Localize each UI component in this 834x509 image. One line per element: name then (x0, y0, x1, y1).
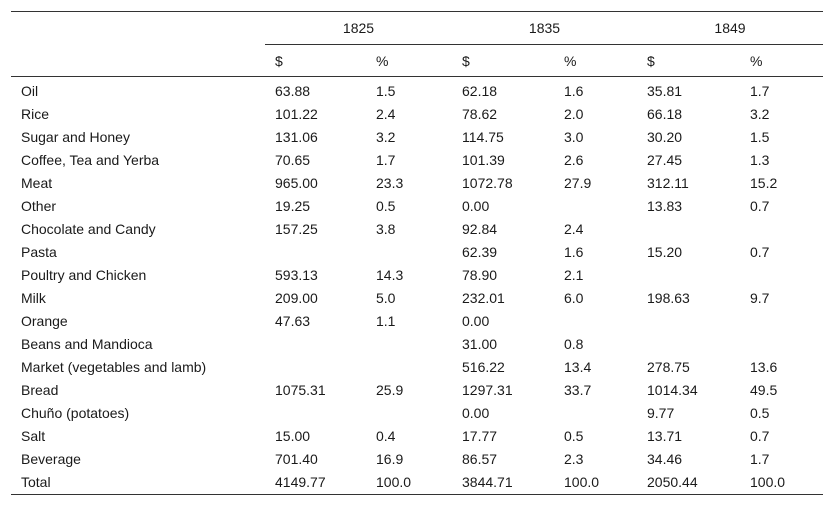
row-label: Meat (21, 174, 53, 191)
table-row (11, 378, 823, 401)
unit-header-row (11, 45, 823, 77)
corner-cell-unit (11, 45, 265, 77)
table-cell: 0.5 (750, 404, 770, 421)
corner-cell (11, 12, 265, 45)
table-cell: 100.0 (366, 470, 452, 495)
table-cell (265, 240, 366, 263)
table-cell: 0.7 (750, 427, 770, 444)
table-cell: 0.00 (462, 312, 490, 329)
table-cell: 100.0 (554, 470, 637, 495)
table-row (11, 148, 823, 171)
table-cell: 0.5 (564, 427, 584, 444)
table-cell: 3.2 (376, 128, 396, 145)
table-cell: 47.63 (275, 312, 311, 329)
row-label: Coffee, Tea and Yerba (21, 151, 160, 168)
unit-header: $ (452, 45, 554, 77)
table-cell: 4149.77 (265, 470, 366, 495)
table-cell (366, 401, 452, 424)
table-row (11, 217, 823, 240)
table-row (11, 263, 823, 286)
table-cell: 17.77 (462, 427, 498, 444)
row-label: Rice (21, 105, 50, 122)
row-label: Bread (21, 381, 59, 398)
row-label: Pasta (21, 243, 57, 260)
unit-header: % (366, 45, 452, 77)
table-cell: 1072.78 (462, 174, 513, 191)
table-cell: 593.13 (275, 266, 318, 283)
table-cell: 101.39 (462, 151, 505, 168)
table-cell (554, 309, 637, 332)
table-container (11, 11, 823, 495)
row-label: Orange (21, 312, 68, 329)
table-cell (637, 217, 740, 240)
table-cell: 209.00 (275, 289, 318, 306)
table-cell (265, 355, 366, 378)
table-cell (554, 401, 637, 424)
table-cell: 1.5 (750, 128, 770, 145)
table-cell (366, 332, 452, 355)
table-cell: 0.00 (462, 197, 490, 214)
table-row (11, 470, 823, 495)
table-cell: 62.39 (462, 243, 498, 260)
table-cell: 157.25 (275, 220, 318, 237)
table-cell (366, 355, 452, 378)
row-label: Market (vegetables and lamb) (21, 358, 207, 375)
table-row (11, 401, 823, 424)
table-cell: 100.0 (740, 470, 823, 495)
table-row (11, 332, 823, 355)
table-body (11, 77, 823, 495)
table-cell: 14.3 (376, 266, 404, 283)
table-cell: 30.20 (647, 128, 683, 145)
table-cell: 2050.44 (637, 470, 740, 495)
table-cell: 13.4 (564, 358, 592, 375)
year-header-1835: 1835 (452, 12, 637, 45)
table-cell: 63.88 (275, 82, 311, 99)
table-cell: 312.11 (647, 174, 689, 191)
table-cell: 6.0 (564, 289, 584, 306)
table-cell: 2.3 (564, 450, 584, 467)
table-cell (265, 401, 366, 424)
table-cell: 701.40 (275, 450, 318, 467)
table-cell: 92.84 (462, 220, 498, 237)
table-cell: 49.5 (750, 381, 778, 398)
table-cell (740, 217, 823, 240)
table-cell: 66.18 (647, 105, 683, 122)
year-header-1849: 1849 (637, 12, 823, 45)
table-cell: 0.5 (376, 197, 396, 214)
row-label: Poultry and Chicken (21, 266, 147, 283)
row-label: Chocolate and Candy (21, 220, 156, 237)
table-cell: 33.7 (564, 381, 592, 398)
table-cell: 13.83 (647, 197, 683, 214)
table-cell: 131.06 (275, 128, 318, 145)
unit-header: % (554, 45, 637, 77)
table-cell: 15.00 (275, 427, 311, 444)
table-cell: 1.5 (376, 82, 396, 99)
table-cell: 516.22 (462, 358, 505, 375)
table-cell: 1.3 (750, 151, 770, 168)
table-cell (637, 263, 740, 286)
row-label: Beans and Mandioca (21, 335, 153, 352)
table-cell: 232.01 (462, 289, 505, 306)
table-cell: 2.6 (564, 151, 584, 168)
table-row (11, 286, 823, 309)
table-cell: 1297.31 (462, 381, 513, 398)
table-cell: 62.18 (462, 82, 498, 99)
year-header-1825: 1825 (265, 12, 452, 45)
table-cell: 35.81 (647, 82, 683, 99)
table-cell: 78.62 (462, 105, 498, 122)
table-row (11, 194, 823, 217)
expenditure-table (11, 11, 823, 495)
table-cell: 0.7 (750, 197, 770, 214)
table-row (11, 77, 823, 103)
row-label: Oil (21, 82, 39, 99)
table-cell: 0.7 (750, 243, 770, 260)
table-cell: 70.65 (275, 151, 311, 168)
table-cell: 2.1 (564, 266, 584, 283)
table-cell: 0.00 (462, 404, 490, 421)
unit-header: % (740, 45, 823, 77)
table-cell: 1.6 (564, 82, 584, 99)
table-cell: 278.75 (647, 358, 690, 375)
table-cell (366, 240, 452, 263)
table-cell: 9.77 (647, 404, 675, 421)
table-cell: 1.7 (376, 151, 396, 168)
table-cell: 2.4 (376, 105, 396, 122)
table-cell: 86.57 (462, 450, 498, 467)
table-row (11, 355, 823, 378)
table-cell: 1.7 (750, 450, 770, 467)
table-cell: 15.2 (750, 174, 778, 191)
table-cell: 965.00 (275, 174, 318, 191)
table-row (11, 309, 823, 332)
table-row (11, 447, 823, 470)
year-header-row (11, 12, 823, 45)
row-label: Total (11, 470, 265, 495)
table-cell: 15.20 (647, 243, 683, 260)
table-cell (265, 332, 366, 355)
unit-header: $ (265, 45, 366, 77)
row-label: Sugar and Honey (21, 128, 130, 145)
table-cell: 5.0 (376, 289, 396, 306)
table-cell: 23.3 (376, 174, 404, 191)
table-cell: 2.0 (564, 105, 584, 122)
table-cell: 1.1 (376, 312, 396, 329)
table-cell: 78.90 (462, 266, 498, 283)
table-cell: 3.2 (750, 105, 770, 122)
table-row (11, 240, 823, 263)
table-cell: 25.9 (376, 381, 404, 398)
table-cell: 34.46 (647, 450, 683, 467)
table-cell: 1.7 (750, 82, 770, 99)
table-row (11, 424, 823, 447)
table-row (11, 125, 823, 148)
table-cell: 9.7 (750, 289, 770, 306)
table-cell (740, 332, 823, 355)
table-cell: 3844.71 (452, 470, 554, 495)
table-cell: 3.8 (376, 220, 396, 237)
row-label: Other (21, 197, 57, 214)
table-cell: 198.63 (647, 289, 690, 306)
table-cell: 16.9 (376, 450, 404, 467)
table-cell: 114.75 (462, 128, 504, 145)
table-cell: 19.25 (275, 197, 311, 214)
table-row (11, 171, 823, 194)
table-cell: 2.4 (564, 220, 584, 237)
unit-header: $ (637, 45, 740, 77)
table-cell: 27.9 (564, 174, 592, 191)
table-cell (637, 309, 740, 332)
table-cell: 1075.31 (275, 381, 326, 398)
table-cell: 1.6 (564, 243, 584, 260)
table-cell (740, 309, 823, 332)
table-cell: 31.00 (462, 335, 498, 352)
table-cell: 13.6 (750, 358, 778, 375)
table-cell: 101.22 (275, 105, 318, 122)
table-cell: 27.45 (647, 151, 683, 168)
table-cell: 13.71 (647, 427, 683, 444)
row-label: Chuño (potatoes) (21, 404, 130, 421)
table-row (11, 102, 823, 125)
table-cell (740, 263, 823, 286)
table-cell: 3.0 (564, 128, 584, 145)
row-label: Salt (21, 427, 46, 444)
table-cell: 0.4 (376, 427, 396, 444)
table-cell: 0.8 (564, 335, 584, 352)
row-label: Beverage (21, 450, 81, 467)
table-cell (637, 332, 740, 355)
table-cell: 1014.34 (647, 381, 698, 398)
row-label: Milk (21, 289, 46, 306)
table-cell (554, 194, 637, 217)
